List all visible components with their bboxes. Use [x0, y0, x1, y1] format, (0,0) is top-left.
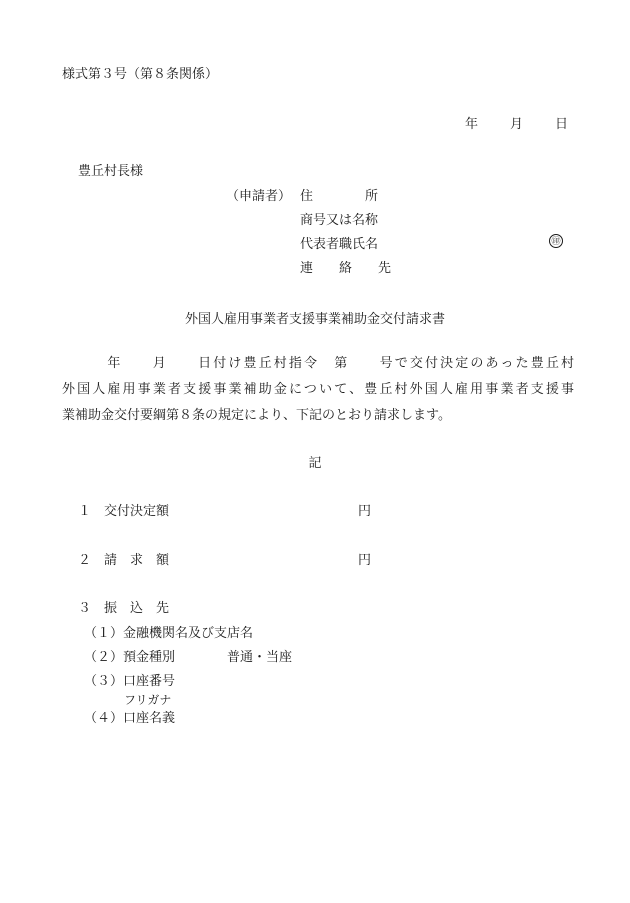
- applicant-contact-label: 連 絡 先: [300, 261, 392, 276]
- statement-line: 年 月 日付け豊丘村指令 第 号で交付決定のあった豊丘村: [62, 356, 574, 371]
- decision-amount-unit: 円: [358, 504, 372, 519]
- date-day: 日: [555, 117, 569, 132]
- ki-heading: 記: [308, 456, 322, 471]
- form-number: 様式第３号（第８条関係）: [62, 67, 219, 82]
- transfer-heading: ３ 振 込 先: [78, 601, 170, 616]
- date-year: 年: [465, 117, 479, 132]
- request-amount-label: ２ 請 求 額: [78, 553, 170, 568]
- addressee: 豊丘村長様: [78, 164, 144, 179]
- request-statement: [62, 351, 574, 429]
- seal-mark: ㊞: [549, 234, 563, 248]
- statement-line: 業補助金交付要綱第８条の規定により、下記のとおり請求します。: [62, 408, 451, 423]
- document-title: 外国人雇用事業者支援事業補助金交付請求書: [184, 312, 445, 327]
- furigana-label: フリガナ: [124, 693, 172, 707]
- applicant-representative-label: 代表者職氏名: [300, 237, 379, 252]
- account-type-value: 普通・当座: [227, 650, 293, 665]
- account-type-label: （２）預金種別: [84, 650, 176, 665]
- bank-name-label: （１）金融機関名及び支店名: [84, 626, 254, 641]
- applicant-address-label: 住 所: [300, 189, 379, 204]
- account-number-label: （３）口座番号: [84, 674, 176, 689]
- statement-line: 外国人雇用事業者支援事業補助金について、豊丘村外国人雇用事業者支援事: [62, 382, 574, 397]
- applicant-label: （申請者）: [226, 189, 292, 204]
- request-amount-unit: 円: [358, 553, 372, 568]
- account-name-label: （４）口座名義: [84, 711, 176, 726]
- decision-amount-label: １ 交付決定額: [78, 504, 170, 519]
- date-month: 月: [510, 117, 524, 132]
- applicant-trade-name-label: 商号又は名称: [300, 213, 379, 228]
